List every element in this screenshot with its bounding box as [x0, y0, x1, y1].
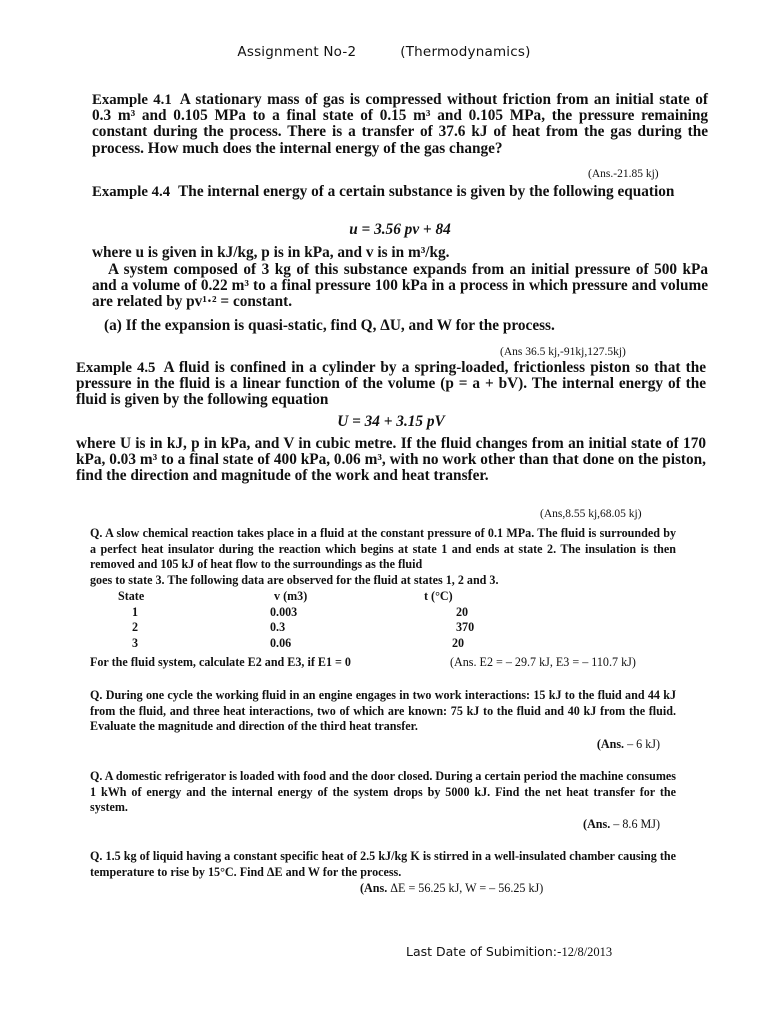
question-3-answer — [90, 817, 660, 833]
answer-value: ΔE = 56.25 kJ, W = – 56.25 kJ) — [390, 881, 544, 895]
table-row — [90, 636, 690, 652]
answer-label: (Ans. — [596, 737, 625, 751]
cell-temperature: 20 — [456, 604, 469, 619]
cell-temperature: 20 — [452, 635, 465, 650]
answer-label: (Ans. — [360, 881, 388, 895]
example-4-5-answer: (Ans,8.55 kj,68.05 kj) — [540, 508, 642, 520]
equation-u: u = 3.56 pv + 84 — [349, 221, 451, 238]
example-label: Example 4.1 — [92, 92, 172, 108]
subject: (Thermodynamics) — [400, 44, 531, 60]
equation-U: U = 34 + 3.15 pV — [337, 413, 445, 430]
deadline-label: Last Date of Subimition:- — [406, 944, 562, 959]
cell-state: 3 — [132, 635, 139, 650]
page-header — [0, 44, 768, 60]
table-row — [90, 605, 690, 621]
question-1-calc-line — [90, 655, 690, 671]
question-1-calc: For the fluid system, calculate E2 and E3, if E1 = 0 — [90, 655, 351, 669]
cell-volume: 0.3 — [270, 620, 286, 635]
question-3: Q. A domestic refrigerator is loaded with food and the door closed. During a certain period the machine consumes 1 kWh of energy and the internal energy of the system drops by 5000 kJ. Find the net heat transfer for the system. — [90, 769, 676, 815]
example-4-4-where: where u is given in kJ/kg, p is in kPa, and v is in m³/kg. — [92, 244, 450, 261]
cell-volume: 0.003 — [270, 604, 298, 619]
example-label: Example 4.5 — [76, 360, 156, 376]
assignment-number: Assignment No-2 — [237, 44, 357, 60]
question-1: Q. A slow chemical reaction takes place in a fluid at the constant pressure of 0.1 MPa. The fluid is surrounded by a perfect heat insulator during the reaction which begins at state 1 and ends at state 2. The insulation is then removed and 105 kJ of heat flow to the surroundings as the fluid — [90, 526, 676, 572]
table-row — [90, 620, 690, 636]
example-4-4-part-a: (a) If the expansion is quasi-static, find Q, ΔU, and W for the process. — [104, 317, 555, 334]
answer-label: (Ans. — [583, 817, 611, 831]
question-1-answer: (Ans. E2 = – 29.7 kJ, E3 = – 110.7 kJ) — [450, 655, 636, 669]
question-2: Q. During one cycle the working fluid in an engine engages in two work interactions: 15 kJ to the fluid and 44 kJ from the fluid, and three heat interactions, two of which are known: 75 kJ to the fluid and 40 kJ from the fluid. Evaluate the magnitude and direction of the third heat transfer. — [90, 688, 676, 734]
example-4-4-body: A system composed of 3 kg of this substance expands from an initial pressure of 500 kPa and a volume of 0.22 m³ to a final pressure 100 kPa in a process in which pressure and volume are related by pv¹·² = constant. — [92, 261, 708, 311]
cell-volume: 0.06 — [270, 635, 292, 650]
example-4-5 — [76, 360, 706, 409]
table-header-row — [90, 589, 690, 605]
question-2-answer — [90, 737, 660, 753]
cell-state: 2 — [132, 620, 139, 635]
question-1-cont: goes to state 3. The following data are observed for the fluid at states 1, 2 and 3. — [90, 573, 499, 587]
example-4-1 — [92, 92, 708, 157]
example-4-5-where: where U is in kJ, p in kPa, and V in cubic metre. If the fluid changes from an initial state of 170 kPa, 0.03 m³ to a final state of 400 kPa, 0.06 m³, with no work other than that done on the piston, find the direction and magnitude of the work and heat transfer. — [76, 435, 706, 485]
cell-temperature: 370 — [456, 620, 475, 635]
question-4-answer — [360, 881, 690, 897]
example-label: Example 4.4 — [92, 184, 171, 200]
submission-deadline — [406, 944, 612, 960]
col-volume: v (m3) — [274, 589, 308, 603]
deadline-date: 12/8/2013 — [561, 945, 613, 959]
example-4-4 — [92, 184, 708, 200]
question-4: Q. 1.5 kg of liquid having a constant specific heat of 2.5 kJ/kg K is stirred in a well-insulated chamber causing the temperature to rise by 15°C. Find ΔE and W for the process. — [90, 849, 676, 879]
example-intro: The internal energy of a certain substance is given by the following equation — [178, 183, 675, 200]
cell-state: 1 — [132, 604, 139, 619]
example-text: A stationary mass of gas is compressed without friction from an initial state of 0.3 m³ and 0.105 MPa to a final state of 0.15 m³ and 0.105 MPa, the pressure remaining constant during the process. There is a transfer of 37.6 kJ of heat from the gas during the process. How much does the internal energy of the gas change? — [92, 91, 708, 157]
example-text: A fluid is confined in a cylinder by a spring-loaded, frictionless piston so that the pressure in the fluid is a linear function of the volume (p = a + bV). The internal energy of the fluid is given by the following equation — [76, 359, 706, 409]
example-4-4-answer: (Ans 36.5 kj,-91kj,127.5kj) — [500, 346, 626, 358]
answer-value: – 6 kJ) — [627, 737, 660, 751]
answer-value: – 8.6 MJ) — [613, 817, 660, 831]
example-4-1-answer: (Ans.-21.85 kj) — [588, 168, 659, 180]
col-state: State — [118, 589, 145, 603]
state-table — [90, 589, 690, 651]
col-temperature: t (°C) — [424, 589, 453, 603]
